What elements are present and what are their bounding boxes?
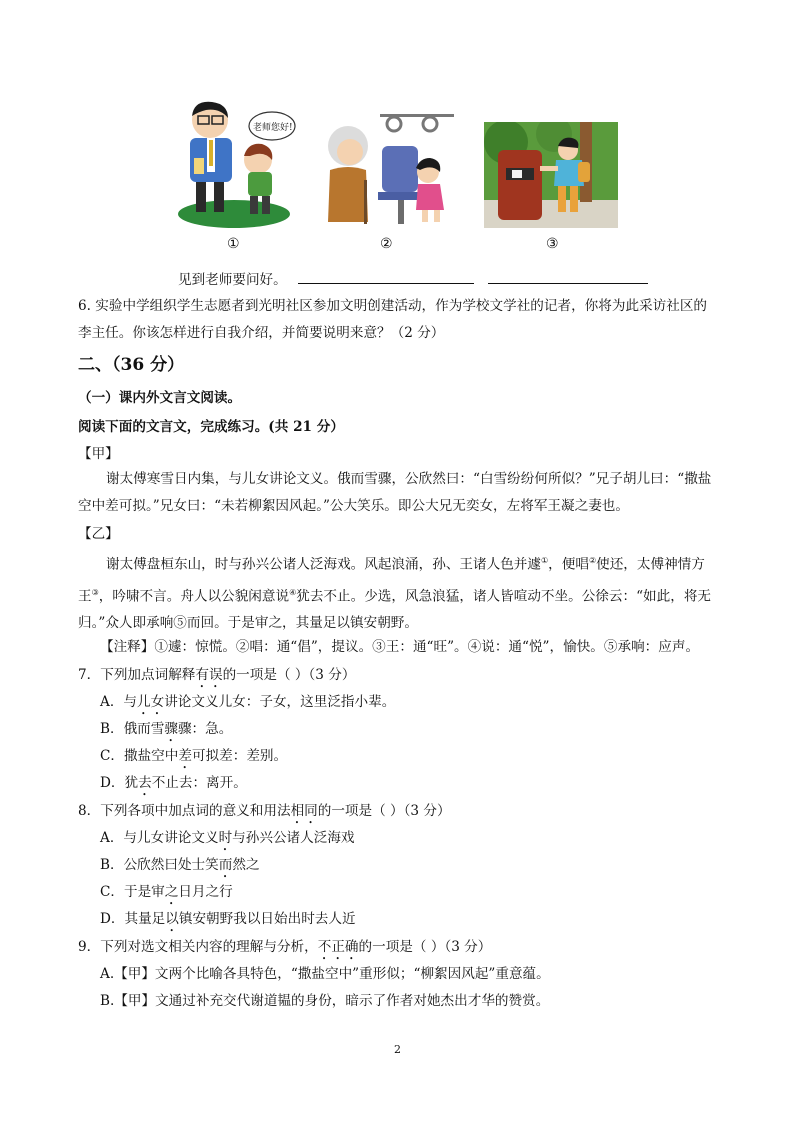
option-text: 日月之行 xyxy=(178,884,233,900)
annotation-notes: 【注释】①遽：惊慌。②唱：通“倡”，提议。③王：通“旺”。④说：通“悦”，愉快。⑤承响：应声。 xyxy=(100,639,700,655)
option-text: B．俄而雪 xyxy=(100,721,165,737)
q8-stem-b: 的一项是（ ）（3 分） xyxy=(317,803,451,819)
q9-stem-b: 的一项是（ ）（3 分） xyxy=(358,939,492,955)
option-emphasis: 而 xyxy=(218,857,233,873)
reading-instruction: 阅读下面的文言文，完成练习。(共 21 分） xyxy=(78,419,344,435)
answer-blank-3[interactable] xyxy=(488,269,648,284)
option-text: B．公欣然曰处士笑 xyxy=(100,857,219,873)
picture-caption-2: ② xyxy=(380,236,393,252)
illustration-give-seat xyxy=(320,110,456,228)
q8-stem-emphasis: 相同 xyxy=(290,803,318,819)
option-emphasis: 之 xyxy=(164,884,179,900)
q8-option-b[interactable] xyxy=(100,853,260,881)
q9-stem xyxy=(78,935,491,963)
q8-option-c[interactable] xyxy=(100,880,233,908)
option-text: D．犹 xyxy=(100,775,139,791)
option-emphasis: 差 xyxy=(178,748,192,764)
option-emphasis: 骤 xyxy=(164,721,178,737)
option-text: A．与 xyxy=(100,694,138,710)
option-text: 然之 xyxy=(232,857,260,873)
illustration-litter-bin xyxy=(484,122,618,228)
note-ref-1: ① xyxy=(541,556,549,565)
passage-jia-label: 【甲】 xyxy=(78,446,119,462)
note-ref-4: ④ xyxy=(289,587,297,597)
q7-stem-emphasis: 有误 xyxy=(195,667,223,683)
option-text: 与孙兴公诸人泛海戏 xyxy=(232,830,355,846)
q7-option-a[interactable] xyxy=(100,690,395,718)
picture-caption-1: ① xyxy=(227,236,240,252)
q7-option-b[interactable] xyxy=(100,717,232,745)
option-emphasis: 以 xyxy=(165,911,179,927)
q8-option-a[interactable] xyxy=(100,826,355,854)
q9-option-b[interactable]: B.【甲】文通过补充交代谢道韫的身份，暗示了作者对她杰出才华的赞赏。 xyxy=(100,993,550,1009)
q8-option-d[interactable] xyxy=(100,907,356,935)
q5-example-text: 见到老师要问好。 xyxy=(178,272,287,288)
option-text: 镇安朝野我以日始出时去人近 xyxy=(178,911,356,927)
q6-line-1: 6. 实验中学组织学生志愿者到光明社区参加文明创建活动，作为学校文学社的记者，你将为此采访社区的 xyxy=(78,298,708,314)
picture-caption-3: ③ xyxy=(546,236,559,252)
option-text: A．与儿女讲论文义 xyxy=(100,830,219,846)
option-emphasis: 儿女 xyxy=(137,694,165,710)
option-text: 骤：急。 xyxy=(177,721,233,737)
section-heading: 二、（36 分） xyxy=(78,355,185,375)
option-text: D．其量足 xyxy=(100,911,166,927)
illustration-greet-teacher xyxy=(176,98,296,230)
option-emphasis: 去 xyxy=(138,775,152,791)
subsection-heading: （一）课内外文言文阅读。 xyxy=(78,390,242,406)
passage-yi-text xyxy=(78,547,718,637)
q7-option-d[interactable] xyxy=(100,771,247,799)
note-ref-3: ③ xyxy=(91,587,99,597)
q9-stem-a: 9．下列对选文相关内容的理解与分析， xyxy=(78,939,318,955)
passage-yi-part-d: ，吟啸不言。舟人以公貌闲意说 xyxy=(98,588,290,605)
q7-stem xyxy=(78,663,355,691)
option-text: C．撒盐空中 xyxy=(100,748,179,764)
passage-yi-part-a: 谢太傅盘桓东山，时与孙兴公诸人泛海戏。风起浪涌，孙、王诸人色并遽 xyxy=(106,556,541,573)
q7-stem-a: 7．下列加点词解释 xyxy=(78,667,196,683)
passage-yi-part-e: 犹去不止。少选，风急浪猛，诸人皆喧动不坐。公徐云：“如此，将无归。”众人即承响⑤而回。于是审之，其量足以镇安朝野。 xyxy=(78,588,712,632)
passage-jia-text: 谢太傅寒雪日内集，与儿女讲论文义。俄而雪骤，公欣然曰：“白雪纷纷何所似？”兄子胡儿曰：“撒盐空中差可拟。”兄女曰：“未若柳絮因风起。”公大笑乐。即公大兄无奕女，左将军王凝之妻也。 xyxy=(78,471,712,514)
q8-stem-a: 8．下列各项中加点词的意义和用法 xyxy=(78,803,291,819)
option-text: 讲论文义儿女：子女，这里泛指小辈。 xyxy=(164,694,396,710)
passage-yi-label: 【乙】 xyxy=(78,526,119,542)
speech-bubble-text: 老师您好! xyxy=(253,123,293,133)
option-emphasis: 时 xyxy=(218,830,233,846)
q9-stem-emphasis: 不正确 xyxy=(317,939,359,955)
passage-yi-part-b: ，便唱 xyxy=(548,556,589,573)
passage-yi-part-c: 使还，太傅神情方王 xyxy=(78,556,705,605)
q8-stem xyxy=(78,799,451,827)
answer-blank-2[interactable] xyxy=(298,269,474,284)
page-number: 2 xyxy=(394,1043,401,1056)
q7-option-c[interactable] xyxy=(100,744,287,772)
q7-stem-b: 的一项是（ ）（3 分） xyxy=(222,667,356,683)
option-text: C．于是审 xyxy=(100,884,165,900)
option-text: 可拟差：差别。 xyxy=(191,748,288,764)
note-ref-2: ② xyxy=(588,556,597,565)
q9-option-a[interactable]: A.【甲】文两个比喻各具特色，“撒盐空中”重形似；“柳絮因风起”重意蕴。 xyxy=(100,966,550,982)
q6-line-2: 李主任。你该怎样进行自我介绍，并简要说明来意？（2 分） xyxy=(78,325,445,341)
option-text: 不止去：离开。 xyxy=(151,775,247,791)
